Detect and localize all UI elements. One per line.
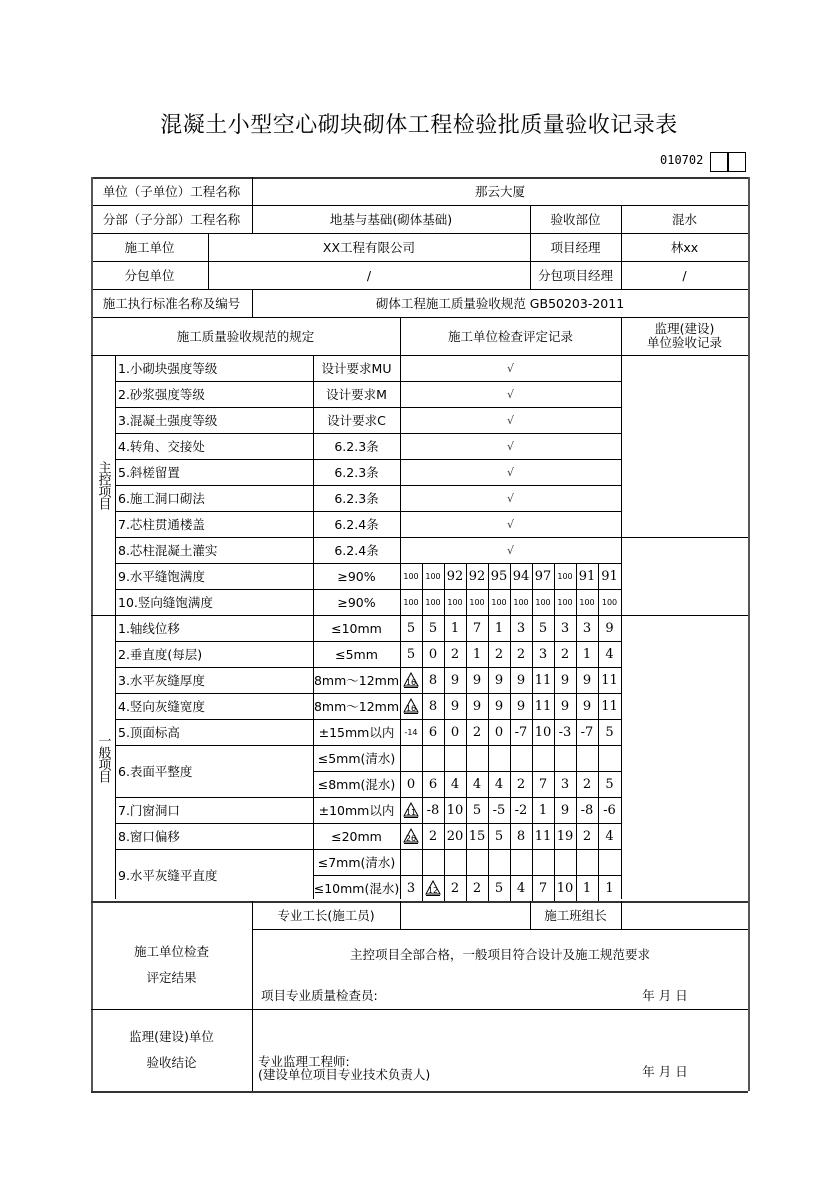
measurement-value[interactable]: 2: [516, 776, 526, 792]
measurement-value[interactable]: 2: [472, 880, 482, 896]
general-item-name: 8.窗口偏移: [118, 829, 180, 844]
measurement-value[interactable]: 100: [491, 597, 507, 607]
measurement-value[interactable]: 9: [472, 698, 482, 714]
foreman-label: 专业工长(施工员): [277, 908, 375, 923]
svg-text:11: 11: [405, 808, 417, 817]
measurement-value[interactable]: [598, 745, 621, 771]
main-item-name: 9.水平缝饱满度: [118, 569, 205, 584]
measurement-value[interactable]: 3: [560, 620, 570, 636]
main-item-name: 5.斜槎留置: [118, 465, 180, 480]
measurement-value[interactable]: -14: [404, 727, 418, 737]
measurement-value[interactable]: 9: [494, 672, 504, 688]
main-item-spec: ≥90%: [337, 568, 376, 584]
measurement-value[interactable]: -8: [580, 802, 594, 818]
measurement-value[interactable]: 94: [512, 568, 530, 584]
measurement-value[interactable]: 9: [560, 802, 570, 818]
general-item-name: 5.顶面标高: [118, 725, 180, 740]
measurement-value[interactable]: 2: [582, 776, 592, 792]
main-item-spec: 6.2.4条: [334, 543, 379, 558]
foreman-value[interactable]: [400, 901, 530, 929]
grid-line: [748, 177, 750, 1091]
measurement-value[interactable]: 9: [560, 672, 570, 688]
measurement-value[interactable]: -2: [514, 802, 528, 818]
project-manager-label: 项目经理: [550, 240, 601, 255]
measurement-value[interactable]: [422, 745, 444, 771]
supervisor-engineer-label-text: (建设单位项目专业技术负责人): [258, 1067, 431, 1082]
measurement-value[interactable]: [532, 849, 554, 875]
measurement-value[interactable]: 9: [494, 698, 504, 714]
sub-project-label: 分部（子分部）工程名称: [102, 212, 241, 227]
main-item-spec: 6.2.3条: [334, 465, 379, 480]
measurement-value[interactable]: 9: [516, 698, 526, 714]
supervisor-conclusion-label-text: 验收结论: [146, 1055, 197, 1070]
contractor-check-label-text: 施工单位检查: [133, 944, 209, 959]
measurement-value[interactable]: 5: [472, 802, 482, 818]
sub-project-manager-value[interactable]: /: [682, 267, 687, 283]
general-item-spec: ≤20mm: [331, 828, 382, 844]
main-item-name: 3.混凝土强度等级: [118, 413, 218, 428]
general-items-group-label: 一般项目: [95, 734, 111, 782]
supervisor-conclusion-label: [91, 1009, 252, 1091]
measurement-value[interactable]: 9: [450, 698, 460, 714]
measurement-value[interactable]: [422, 875, 444, 901]
measurement-value[interactable]: 11: [534, 828, 552, 844]
general-item-spec: ±10mm以内: [318, 803, 395, 818]
column-header-spec: 施工质量验收规范的规定: [176, 329, 315, 344]
general-item-name: 1.轴线位移: [118, 621, 180, 636]
measurement-value[interactable]: 4: [494, 776, 504, 792]
measurement-value[interactable]: 5: [428, 620, 438, 636]
out-of-tolerance-triangle-icon: [425, 880, 441, 896]
measurement-value[interactable]: -8: [426, 802, 440, 818]
measurement-value[interactable]: 11: [601, 698, 618, 714]
grid-line: [115, 355, 116, 615]
measurement-value[interactable]: [400, 693, 422, 719]
measurement-value[interactable]: 11: [601, 672, 618, 688]
measurement-value[interactable]: 5: [605, 776, 614, 792]
measurement-value[interactable]: [488, 745, 510, 771]
measurement-value[interactable]: 100: [403, 597, 419, 607]
measurement-value[interactable]: 11: [534, 672, 552, 688]
unit-project-value[interactable]: 那云大厦: [474, 184, 525, 199]
measurement-value[interactable]: 3: [582, 620, 592, 636]
general-item-spec: ±15mm以内: [318, 725, 395, 740]
general-item-spec: ≤5mm(清水): [317, 751, 396, 766]
main-item-spec: 设计要求M: [326, 387, 387, 402]
contractor-check-label-text: 评定结果: [146, 970, 197, 985]
measurement-value[interactable]: 91: [601, 568, 618, 584]
sub-project-value[interactable]: 地基与基础(砌体基础): [329, 212, 453, 227]
measurement-value[interactable]: 7: [472, 620, 482, 636]
measurement-value[interactable]: 100: [535, 597, 551, 607]
measurement-value[interactable]: [400, 849, 422, 875]
measurement-value[interactable]: -7: [514, 724, 528, 740]
measurement-value[interactable]: 1: [605, 880, 614, 896]
measurement-value[interactable]: 4: [605, 646, 614, 662]
measurement-value[interactable]: [554, 745, 576, 771]
general-item-name: 3.水平灰缝厚度: [118, 673, 205, 688]
out-of-tolerance-triangle-icon: [403, 802, 419, 818]
measurement-value[interactable]: [554, 849, 576, 875]
main-item-spec: 6.2.3条: [334, 491, 379, 506]
out-of-tolerance-triangle-icon: [403, 698, 419, 714]
measurement-value[interactable]: 2: [494, 646, 504, 662]
measurement-value[interactable]: [400, 823, 422, 849]
measurement-value[interactable]: 100: [557, 597, 573, 607]
check-mark-icon[interactable]: √: [506, 465, 514, 479]
measurement-value[interactable]: [598, 849, 621, 875]
main-item-spec: 设计要求MU: [321, 361, 392, 376]
check-mark-icon[interactable]: √: [506, 543, 514, 557]
measurement-value[interactable]: 5: [406, 620, 416, 636]
measurement-value[interactable]: 5: [494, 828, 504, 844]
general-item-spec: 8mm～12mm: [313, 673, 400, 688]
measurement-value[interactable]: 0: [406, 776, 416, 792]
measurement-value[interactable]: 9: [516, 672, 526, 688]
column-header-supervisor: [621, 317, 748, 355]
general-item-spec: ≤10mm(混水): [313, 881, 400, 896]
measurement-value[interactable]: 100: [425, 597, 441, 607]
main-item-name: 6.施工洞口砌法: [118, 491, 205, 506]
measurement-value[interactable]: 2: [472, 724, 482, 740]
measurement-value[interactable]: 9: [472, 672, 482, 688]
measurement-value[interactable]: [466, 745, 488, 771]
measurement-value[interactable]: 1: [472, 646, 482, 662]
measurement-value[interactable]: 100: [403, 571, 419, 581]
measurement-value[interactable]: [466, 849, 488, 875]
measurement-value[interactable]: 7: [538, 776, 548, 792]
supervisor-record-main-1[interactable]: [621, 355, 748, 537]
measurement-value[interactable]: 97: [534, 568, 552, 584]
measurement-value[interactable]: 5: [494, 880, 504, 896]
measurement-value[interactable]: 92: [468, 568, 486, 584]
main-item-name: 8.芯柱混凝土灌实: [118, 543, 218, 558]
measurement-value[interactable]: 4: [516, 880, 526, 896]
measurement-value[interactable]: 10: [446, 802, 464, 818]
check-mark-icon[interactable]: √: [506, 439, 514, 453]
measurement-value[interactable]: 100: [425, 571, 441, 581]
measurement-value[interactable]: 15: [468, 828, 486, 844]
grid-line: [91, 1091, 748, 1093]
measurement-value[interactable]: 19: [556, 828, 574, 844]
measurement-value[interactable]: 1: [538, 802, 548, 818]
svg-text:16: 16: [405, 704, 417, 713]
measurement-value[interactable]: 92: [446, 568, 464, 584]
measurement-value[interactable]: [444, 849, 466, 875]
general-item-spec: ≤8mm(混水): [317, 777, 396, 792]
check-mark-icon[interactable]: √: [506, 413, 514, 427]
general-item-spec: ≤5mm: [335, 646, 378, 662]
measurement-value[interactable]: 5: [406, 646, 416, 662]
measurement-value[interactable]: 8: [428, 698, 438, 714]
measurement-value[interactable]: 8: [428, 672, 438, 688]
measurement-value[interactable]: 91: [578, 568, 596, 584]
measurement-value[interactable]: 3: [538, 646, 548, 662]
measurement-value[interactable]: 4: [605, 828, 614, 844]
measurement-value[interactable]: 2: [560, 646, 570, 662]
general-item-name: 4.竖向灰缝宽度: [118, 699, 205, 714]
measurement-value[interactable]: 100: [469, 597, 485, 607]
form-code: 010702: [660, 153, 704, 167]
measurement-value[interactable]: 5: [605, 724, 614, 740]
general-item-name: 6.表面平整度: [118, 764, 193, 779]
supervisor-record-main-2[interactable]: [621, 537, 748, 901]
measurement-value[interactable]: 8: [516, 828, 526, 844]
measurement-value[interactable]: -6: [603, 802, 616, 818]
measurement-value[interactable]: 9: [605, 620, 614, 636]
standard-label: 施工执行标准名称及编号: [102, 296, 241, 311]
measurement-value[interactable]: 10: [534, 724, 552, 740]
measurement-value[interactable]: [488, 849, 510, 875]
measurement-value[interactable]: 100: [579, 597, 595, 607]
measurement-value[interactable]: 2: [516, 646, 526, 662]
svg-text:26: 26: [405, 834, 417, 843]
measurement-value[interactable]: 6: [428, 724, 438, 740]
measurement-value[interactable]: 3: [516, 620, 526, 636]
measurement-value[interactable]: [422, 849, 444, 875]
measurement-value[interactable]: 100: [601, 597, 618, 607]
svg-text:12: 12: [427, 886, 439, 895]
measurement-value[interactable]: 20: [446, 828, 464, 844]
main-item-name: 2.砂浆强度等级: [118, 387, 205, 402]
measurement-value[interactable]: 9: [450, 672, 460, 688]
main-item-spec: ≥90%: [337, 594, 376, 610]
measurement-value[interactable]: 1: [582, 880, 592, 896]
unit-project-label: 单位（子单位）工程名称: [102, 184, 241, 199]
main-items-group-label: 主控项目: [95, 461, 111, 509]
general-item-spec: ≤7mm(清水): [317, 855, 396, 870]
team-leader-value[interactable]: [621, 901, 748, 929]
quality-inspector-label: 项目专业质量检查员:: [261, 988, 378, 1003]
main-item-name: 7.芯柱贯通楼盖: [118, 517, 205, 532]
measurement-value[interactable]: 100: [447, 597, 463, 607]
general-item-name: 7.门窗洞口: [118, 803, 180, 818]
measurement-value[interactable]: 100: [513, 597, 529, 607]
out-of-tolerance-triangle-icon: [403, 672, 419, 688]
measurement-value[interactable]: 7: [538, 880, 548, 896]
general-item-name: 9.水平灰缝平直度: [118, 868, 218, 883]
measurement-value[interactable]: [510, 849, 532, 875]
column-header-supervisor-text: 单位验收记录: [646, 335, 722, 350]
measurement-value[interactable]: 9: [582, 698, 592, 714]
measurement-value[interactable]: [532, 745, 554, 771]
standard-value[interactable]: 砌体工程施工质量验收规范 GB50203-2011: [375, 296, 625, 311]
measurement-value[interactable]: 4: [450, 776, 460, 792]
measurement-value[interactable]: 6: [428, 776, 438, 792]
measurement-value[interactable]: 2: [582, 828, 592, 844]
form-code-box-1[interactable]: [710, 152, 728, 172]
measurement-value[interactable]: [400, 797, 422, 823]
general-item-name: 2.垂直度(每层): [118, 647, 203, 662]
general-item-spec: ≤10mm: [331, 620, 382, 636]
measurement-value[interactable]: 0: [428, 646, 438, 662]
supervisor-engineer-label-text: 专业监理工程师:: [258, 1055, 350, 1069]
measurement-value[interactable]: [576, 849, 598, 875]
measurement-value[interactable]: [576, 745, 598, 771]
measurement-value[interactable]: 5: [538, 620, 548, 636]
main-item-spec: 6.2.4条: [334, 517, 379, 532]
measurement-value[interactable]: -5: [492, 802, 506, 818]
measurement-value[interactable]: 2: [428, 828, 438, 844]
subcontractor-value[interactable]: /: [366, 267, 372, 283]
measurement-value[interactable]: 9: [560, 698, 570, 714]
measurement-value[interactable]: 0: [450, 724, 460, 740]
measurement-value[interactable]: [400, 667, 422, 693]
measurement-value[interactable]: [400, 745, 422, 771]
measurement-value[interactable]: -7: [580, 724, 594, 740]
measurement-value[interactable]: 1: [494, 620, 504, 636]
column-header-record: 施工单位检查评定记录: [447, 329, 573, 344]
main-item-name: 10.竖向缝饱满度: [118, 595, 213, 610]
check-mark-icon[interactable]: √: [506, 491, 514, 505]
form-code-box-2[interactable]: [728, 152, 746, 172]
measurement-value[interactable]: 4: [472, 776, 482, 792]
main-item-spec: 设计要求C: [327, 413, 386, 428]
check-mark-icon[interactable]: √: [506, 517, 514, 531]
contractor-check-label: [91, 901, 252, 1009]
measurement-value[interactable]: 9: [582, 672, 592, 688]
check-mark-icon[interactable]: √: [506, 387, 514, 401]
measurement-value[interactable]: 3: [406, 880, 416, 896]
column-header-supervisor-text: 监理(建设): [654, 321, 715, 336]
measurement-value[interactable]: 0: [494, 724, 504, 740]
project-manager-value[interactable]: 林xx: [670, 240, 699, 255]
acceptance-part-value[interactable]: 混水: [671, 212, 697, 227]
grid-line: [252, 929, 748, 930]
main-item-spec: 6.2.3条: [334, 439, 379, 454]
measurement-value[interactable]: 10: [556, 880, 574, 896]
supervisor-conclusion-label-text: 监理(建设)单位: [129, 1029, 214, 1044]
measurement-value[interactable]: -3: [558, 724, 572, 740]
main-item-name: 4.转角、交接处: [118, 439, 205, 454]
supervisor-date-label: 年 月 日: [642, 1064, 688, 1079]
measurement-value[interactable]: 2: [450, 880, 460, 896]
measurement-value[interactable]: [444, 745, 466, 771]
contractor-conclusion: 主控项目全部合格，一般项目符合设计及施工规范要求: [349, 947, 650, 962]
supervisor-engineer-label: [255, 1055, 560, 1089]
team-leader-label: 施工班组长: [544, 908, 607, 923]
subcontractor-label: 分包单位: [124, 268, 175, 283]
measurement-value[interactable]: 3: [560, 776, 570, 792]
svg-text:16: 16: [405, 678, 417, 687]
contractor-label: 施工单位: [124, 240, 175, 255]
measurement-value[interactable]: 2: [450, 646, 460, 662]
measurement-value[interactable]: 1: [450, 620, 460, 636]
measurement-value[interactable]: 11: [534, 698, 552, 714]
check-mark-icon[interactable]: √: [506, 361, 514, 375]
out-of-tolerance-triangle-icon: [403, 828, 419, 844]
page-title: 混凝土小型空心砌块砌体工程检验批质量验收记录表: [160, 113, 678, 138]
contractor-value[interactable]: XX工程有限公司: [322, 240, 416, 255]
contractor-date-label: 年 月 日: [642, 988, 688, 1003]
measurement-value[interactable]: 95: [490, 568, 508, 584]
main-item-name: 1.小砌块强度等级: [118, 361, 218, 376]
measurement-value[interactable]: 100: [557, 571, 573, 581]
measurement-value[interactable]: 1: [582, 646, 592, 662]
general-item-spec: 8mm～12mm: [313, 699, 400, 714]
acceptance-part-label: 验收部位: [550, 212, 601, 227]
measurement-value[interactable]: [510, 745, 532, 771]
sub-project-manager-label: 分包项目经理: [537, 268, 613, 283]
